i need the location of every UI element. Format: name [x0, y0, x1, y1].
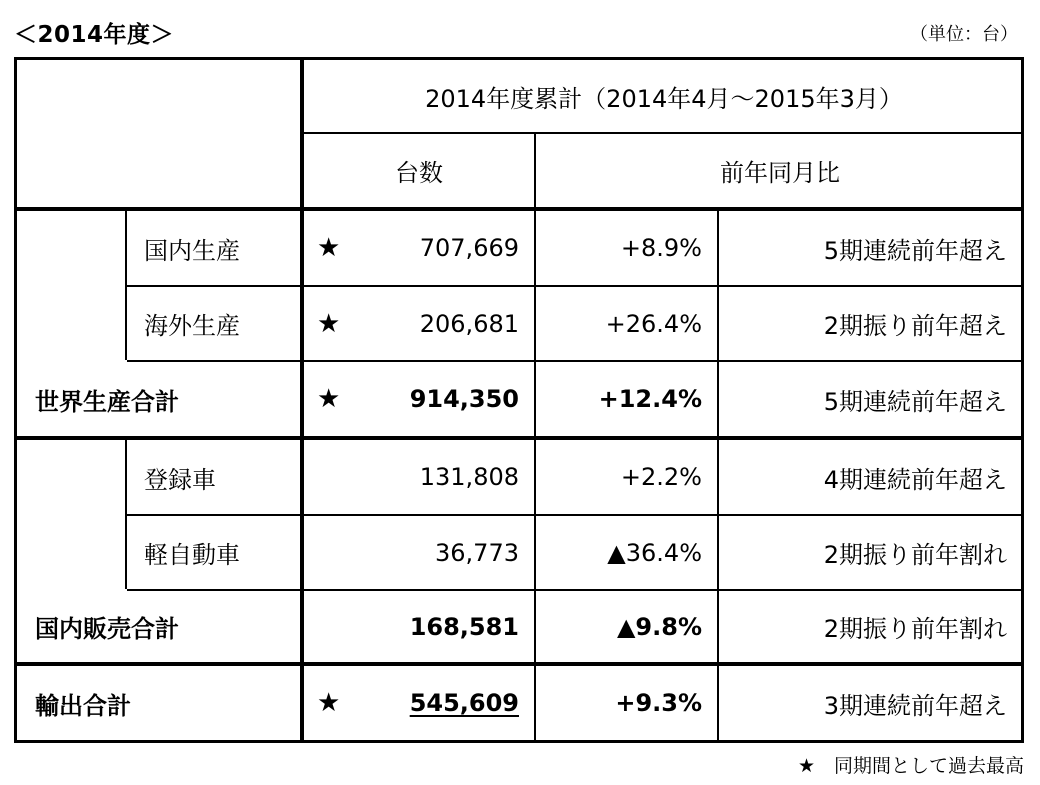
sales-table — [14, 57, 1024, 743]
row-value: 131,808 — [419, 463, 519, 491]
row-value: 206,681 — [419, 309, 519, 338]
row-label: 登録車 — [144, 465, 216, 494]
row-change: +26.4% — [605, 309, 702, 338]
row-label: 国内販売合計 — [35, 615, 179, 643]
row-label: 輸出合計 — [35, 691, 131, 720]
row-note: 2期振り前年割れ — [823, 615, 1007, 643]
unit-label: （単位：台） — [910, 24, 1018, 45]
header-count: 台数 — [395, 159, 443, 187]
row-change: +2.2% — [620, 463, 702, 491]
row-label: 国内生産 — [144, 236, 240, 265]
row-label: 軽自動車 — [144, 541, 240, 569]
row-change: +8.9% — [620, 234, 702, 262]
row-note: 3期連続前年超え — [823, 691, 1007, 720]
record-star-icon: ★ — [317, 688, 341, 718]
record-star-icon: ★ — [317, 308, 341, 339]
row-value: 545,609 — [409, 689, 519, 717]
row-value: 36,773 — [435, 538, 519, 567]
header-yoy: 前年同月比 — [720, 159, 840, 187]
row-note: 2期振り前年超え — [823, 312, 1007, 340]
row-change: ▲9.8% — [616, 612, 702, 641]
row-change: ▲36.4% — [607, 538, 702, 567]
header-period: 2014年度累計（2014年4月〜2015年3月） — [425, 84, 903, 113]
row-value: 707,669 — [419, 234, 519, 262]
row-label: 海外生産 — [144, 312, 240, 340]
row-note: 5期連続前年超え — [823, 387, 1007, 416]
row-change: +12.4% — [598, 385, 702, 413]
record-star-icon: ★ — [317, 233, 341, 263]
row-value: 914,350 — [409, 385, 519, 413]
row-note: 4期連続前年超え — [823, 465, 1007, 494]
footnote: ★ 同期間として過去最高 — [797, 755, 1024, 777]
record-star-icon: ★ — [317, 384, 341, 414]
row-label: 世界生産合計 — [35, 387, 179, 416]
row-note: 2期振り前年割れ — [823, 541, 1007, 569]
page-heading: ＜2014年度＞ — [14, 22, 175, 48]
row-value: 168,581 — [409, 612, 519, 641]
row-change: +9.3% — [615, 689, 702, 717]
row-note: 5期連続前年超え — [823, 236, 1007, 265]
